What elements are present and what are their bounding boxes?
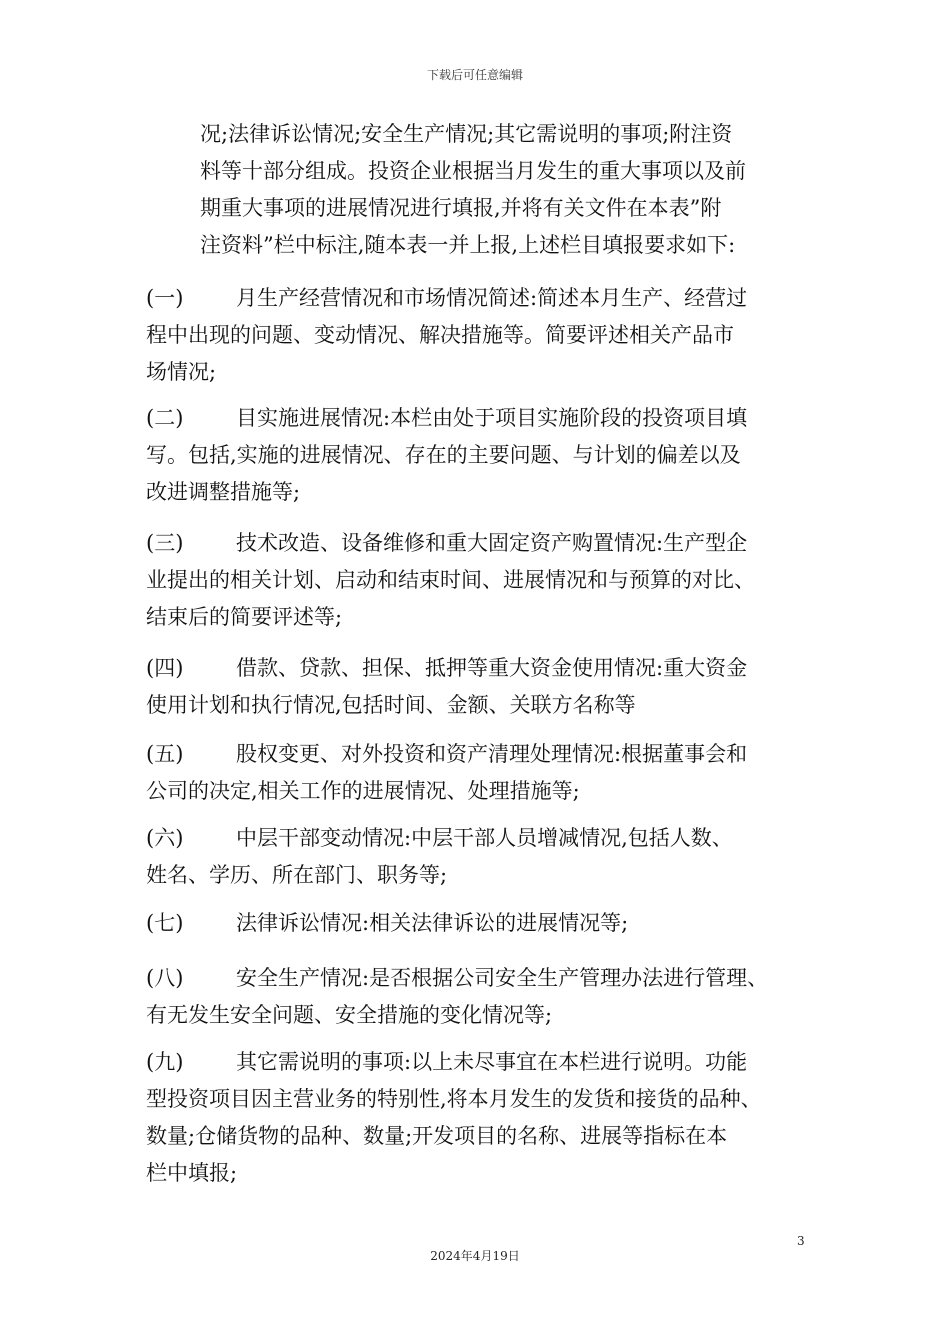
intro-line: 况;法律诉讼情况;安全生产情况;其它需说明的事项;附注资	[200, 122, 733, 146]
item-text: 股权变更、对外投资和资产清理处理情况:根据董事会和	[236, 742, 748, 766]
page-footer-date: 2024年4月19日	[430, 1249, 520, 1263]
list-item-2	[146, 400, 836, 511]
page-number: 3	[797, 1234, 805, 1248]
page-header: 下载后可任意编辑	[426, 68, 523, 82]
item-text: 结束后的简要评述等;	[146, 605, 343, 629]
list-item-4	[146, 650, 836, 724]
item-text: 使用计划和执行情况,包括时间、金额、关联方名称等	[146, 693, 636, 717]
item-text: 目实施进展情况:本栏由处于项目实施阶段的投资项目填	[236, 406, 748, 430]
item-text: 安全生产情况:是否根据公司安全生产管理办法进行管理、	[236, 966, 769, 990]
item-text: 改进调整措施等;	[146, 480, 301, 504]
item-number: (七)	[146, 911, 184, 935]
item-text: 法律诉讼情况:相关法律诉讼的进展情况等;	[236, 911, 629, 935]
list-item-5	[146, 736, 836, 810]
item-text: 写。包括,实施的进展情况、存在的主要问题、与计划的偏差以及	[146, 443, 741, 467]
item-text: 程中出现的问题、变动情况、解决措施等。简要评述相关产品市	[146, 323, 734, 347]
item-text: 公司的决定,相关工作的进展情况、处理措施等;	[146, 779, 580, 803]
intro-paragraph	[200, 116, 830, 264]
item-number: (六)	[146, 826, 184, 850]
list-item-9	[146, 1044, 836, 1192]
item-text: 中层干部变动情况:中层干部人员增减情况,包括人数、	[236, 826, 733, 850]
item-text: 栏中填报;	[146, 1161, 238, 1185]
item-number: (八)	[146, 966, 184, 990]
list-item-8	[146, 960, 836, 1034]
item-text: 姓名、学历、所在部门、职务等;	[146, 863, 448, 887]
list-item-7	[146, 905, 836, 942]
item-text: 其它需说明的事项:以上未尽事宜在本栏进行说明。功能	[236, 1050, 748, 1074]
list-item-6	[146, 820, 836, 894]
item-text: 月生产经营情况和市场情况简述:简述本月生产、经营过	[236, 286, 748, 310]
item-text: 技术改造、设备维修和重大固定资产购置情况:生产型企	[236, 531, 748, 555]
item-number: (九)	[146, 1050, 184, 1074]
intro-line: 期重大事项的进展情况进行填报,并将有关文件在本表”附	[200, 196, 722, 220]
item-number: (一)	[146, 286, 184, 310]
item-number: (四)	[146, 656, 184, 680]
item-text: 借款、贷款、担保、抵押等重大资金使用情况:重大资金	[236, 656, 748, 680]
intro-line: 料等十部分组成。投资企业根据当月发生的重大事项以及前	[200, 159, 746, 183]
item-number: (五)	[146, 742, 184, 766]
list-item-1	[146, 280, 836, 391]
item-text: 数量;仓储货物的品种、数量;开发项目的名称、进展等指标在本	[146, 1124, 728, 1148]
item-text: 型投资项目因主营业务的特别性,将本月发生的发货和接货的品种、	[146, 1087, 762, 1111]
item-number: (三)	[146, 531, 184, 555]
item-text: 业提出的相关计划、启动和结束时间、进展情况和与预算的对比、	[146, 568, 755, 592]
item-text: 有无发生安全问题、安全措施的变化情况等;	[146, 1003, 553, 1027]
item-number: (二)	[146, 406, 184, 430]
list-item-3	[146, 525, 836, 636]
intro-line: 注资料”栏中标注,随本表一并上报,上述栏目填报要求如下:	[200, 233, 736, 257]
item-text: 场情况;	[146, 360, 217, 384]
